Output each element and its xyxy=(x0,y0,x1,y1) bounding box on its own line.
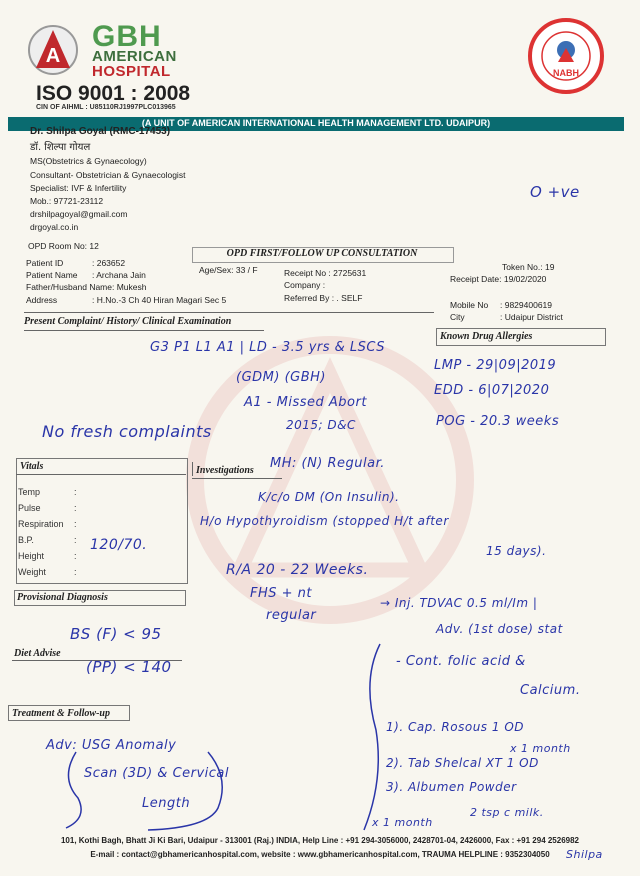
rx-note-6: 3). Albumen Powder xyxy=(386,780,517,794)
rx-note-5: 2). Tab Shelcal XT 1 OD xyxy=(386,756,539,770)
section-treatment: Treatment & Follow-up xyxy=(12,708,110,719)
doctor-role: Consultant- Obstetrician & Gynaecologist xyxy=(30,170,186,180)
patient-name-label: Patient Name xyxy=(26,270,78,280)
inv-note-1: K/c/o DM (On Insulin). xyxy=(258,490,400,504)
injection-note-1: → Inj. TDVAC 0.5 ml/Im | xyxy=(380,596,538,610)
unit-banner-text: (A UNIT OF AMERICAN INTERNATIONAL HEALTH MANAGEMENT LTD. UDAIPUR) xyxy=(141,118,491,128)
doctor-email: drshilpagoyal@gmail.com xyxy=(30,209,128,219)
mobile-number: : 9829400619 xyxy=(500,300,552,310)
opd-room: OPD Room No: 12 xyxy=(28,241,99,251)
section-vitals: Vitals xyxy=(20,461,44,472)
edd-note: EDD - 6|07|2020 xyxy=(434,383,550,398)
nabh-seal-icon xyxy=(528,18,604,94)
father-name: : Mukesh xyxy=(112,282,147,292)
bs-fasting: BS (F) < 95 xyxy=(70,625,162,643)
token-number: Token No.: 19 xyxy=(502,262,555,272)
address-label: Address xyxy=(26,295,58,305)
rx-note-7: 2 tsp c milk. xyxy=(470,806,544,819)
nabh-text: NABH xyxy=(553,68,579,78)
section-provisional: Provisional Diagnosis xyxy=(17,592,108,603)
mh-note: MH: (N) Regular. xyxy=(270,456,385,471)
vital-resp: Respiration xyxy=(18,519,64,529)
obs-history-4: 2015; D&C xyxy=(286,418,356,432)
doctor-name-hindi: डॉ. शिल्पा गोयल xyxy=(30,142,91,153)
patient-id-label: Patient ID xyxy=(26,258,64,268)
footer-contact: E-mail : contact@gbhamericanhospital.com, website : www.gbhamericanhospital.com, TRAUMA HELPLINE : 9352304050 xyxy=(90,850,550,859)
section-investigations: Investigations xyxy=(196,465,254,476)
address: : H.No.-3 Ch 40 Hiran Magari Sec 5 xyxy=(92,295,227,305)
patient-id: : 263652 xyxy=(92,258,126,268)
section-allergies: Known Drug Allergies xyxy=(440,331,533,342)
bp-value: 120/70. xyxy=(90,537,148,553)
age-sex: Age/Sex: 33 / F xyxy=(199,265,258,275)
city-label: City xyxy=(450,312,465,322)
section-complaint: Present Complaint/ History/ Clinical Examination xyxy=(24,316,232,327)
lmp-note: LMP - 29|09|2019 xyxy=(434,358,557,373)
blood-group-note: O +ve xyxy=(530,183,580,201)
svg-text:A: A xyxy=(45,45,61,67)
doctor-mobile: Mob.: 97721-23112 xyxy=(30,196,104,206)
rx-bracket xyxy=(350,640,390,835)
patient-name: : Archana Jain xyxy=(92,270,146,280)
rx-note-3: 1). Cap. Rosous 1 OD xyxy=(386,720,525,734)
bs-pp: (PP) < 140 xyxy=(86,658,172,676)
doctor-website: drgoyal.co.in xyxy=(30,222,79,232)
obs-history-2: (GDM) (GBH) xyxy=(236,370,326,385)
advice-note-3: Length xyxy=(142,796,191,811)
injection-note-2: Adv. (1st dose) stat xyxy=(436,622,563,636)
rx-note-4: x 1 month xyxy=(510,742,571,755)
advice-note-2: Scan (3D) & Cervical xyxy=(84,766,230,781)
advice-bracket xyxy=(58,748,238,833)
vital-bp: B.P. xyxy=(18,535,34,545)
company: Company : xyxy=(284,280,326,290)
inv-note-2: H/o Hypothyroidism (stopped H/t after xyxy=(200,514,449,528)
hospital-logo-icon xyxy=(28,22,78,78)
rx-note-1: - Cont. folic acid & xyxy=(396,654,526,669)
iso-certification: ISO 9001 : 2008 xyxy=(36,82,191,105)
doctor-signature: Shilpa xyxy=(566,848,603,861)
no-complaints-note: No fresh complaints xyxy=(42,422,212,441)
inv-note-4: R/A 20 - 22 Weeks. xyxy=(226,562,369,578)
mobile-label: Mobile No xyxy=(450,300,489,310)
doctor-qualification: MS(Obstetrics & Gynaecology) xyxy=(30,156,147,166)
advice-note-1: Adv: USG Anomaly xyxy=(46,738,177,753)
inv-note-5: FHS + nt xyxy=(250,586,312,601)
inv-note-3: 15 days). xyxy=(486,544,547,558)
vital-weight: Weight xyxy=(18,567,46,577)
cin-number: CIN OF AIHML : U85110RJ1997PLC013965 xyxy=(36,104,176,111)
doctor-specialist: Specialist: IVF & Infertility xyxy=(30,183,127,193)
referred-by: Referred By : . SELF xyxy=(284,293,363,303)
footer-address: 101, Kothi Bagh, Bhatt Ji Ki Bari, Udaipur - 313001 (Raj.) INDIA, Help Line : +91 294-3056000, 2428701-04, 2426000, Fax : +91 294 2526982 xyxy=(60,836,580,845)
brand-hospital: HOSPITAL xyxy=(92,63,171,80)
vital-pulse: Pulse xyxy=(18,503,41,513)
rx-note-8: x 1 month xyxy=(372,816,433,829)
father-name-label: Father/Husband Name xyxy=(26,282,112,292)
obs-history-1: G3 P1 L1 A1 | LD - 3.5 yrs & LSCS xyxy=(150,340,385,355)
doctor-name: Dr. Shilpa Goyal (RMC-17453) xyxy=(30,126,171,137)
section-diet: Diet Advise xyxy=(14,648,61,659)
brand-gbh: GBH xyxy=(92,20,162,53)
rx-note-2: Calcium. xyxy=(520,683,581,698)
watermark-logo xyxy=(180,330,480,630)
receipt-date: Receipt Date: 19/02/2020 xyxy=(450,274,547,284)
pog-note: POG - 20.3 weeks xyxy=(436,414,560,429)
opd-title: OPD FIRST/FOLLOW UP CONSULTATION xyxy=(226,248,418,259)
brand-american: AMERICAN xyxy=(92,48,177,65)
receipt-number: Receipt No : 2725631 xyxy=(284,268,367,278)
inv-note-6: regular xyxy=(266,608,317,623)
vital-temp: Temp xyxy=(18,487,41,497)
obs-history-3: A1 - Missed Abort xyxy=(244,395,367,410)
city: : Udaipur District xyxy=(500,312,563,322)
vital-height: Height xyxy=(18,551,45,561)
